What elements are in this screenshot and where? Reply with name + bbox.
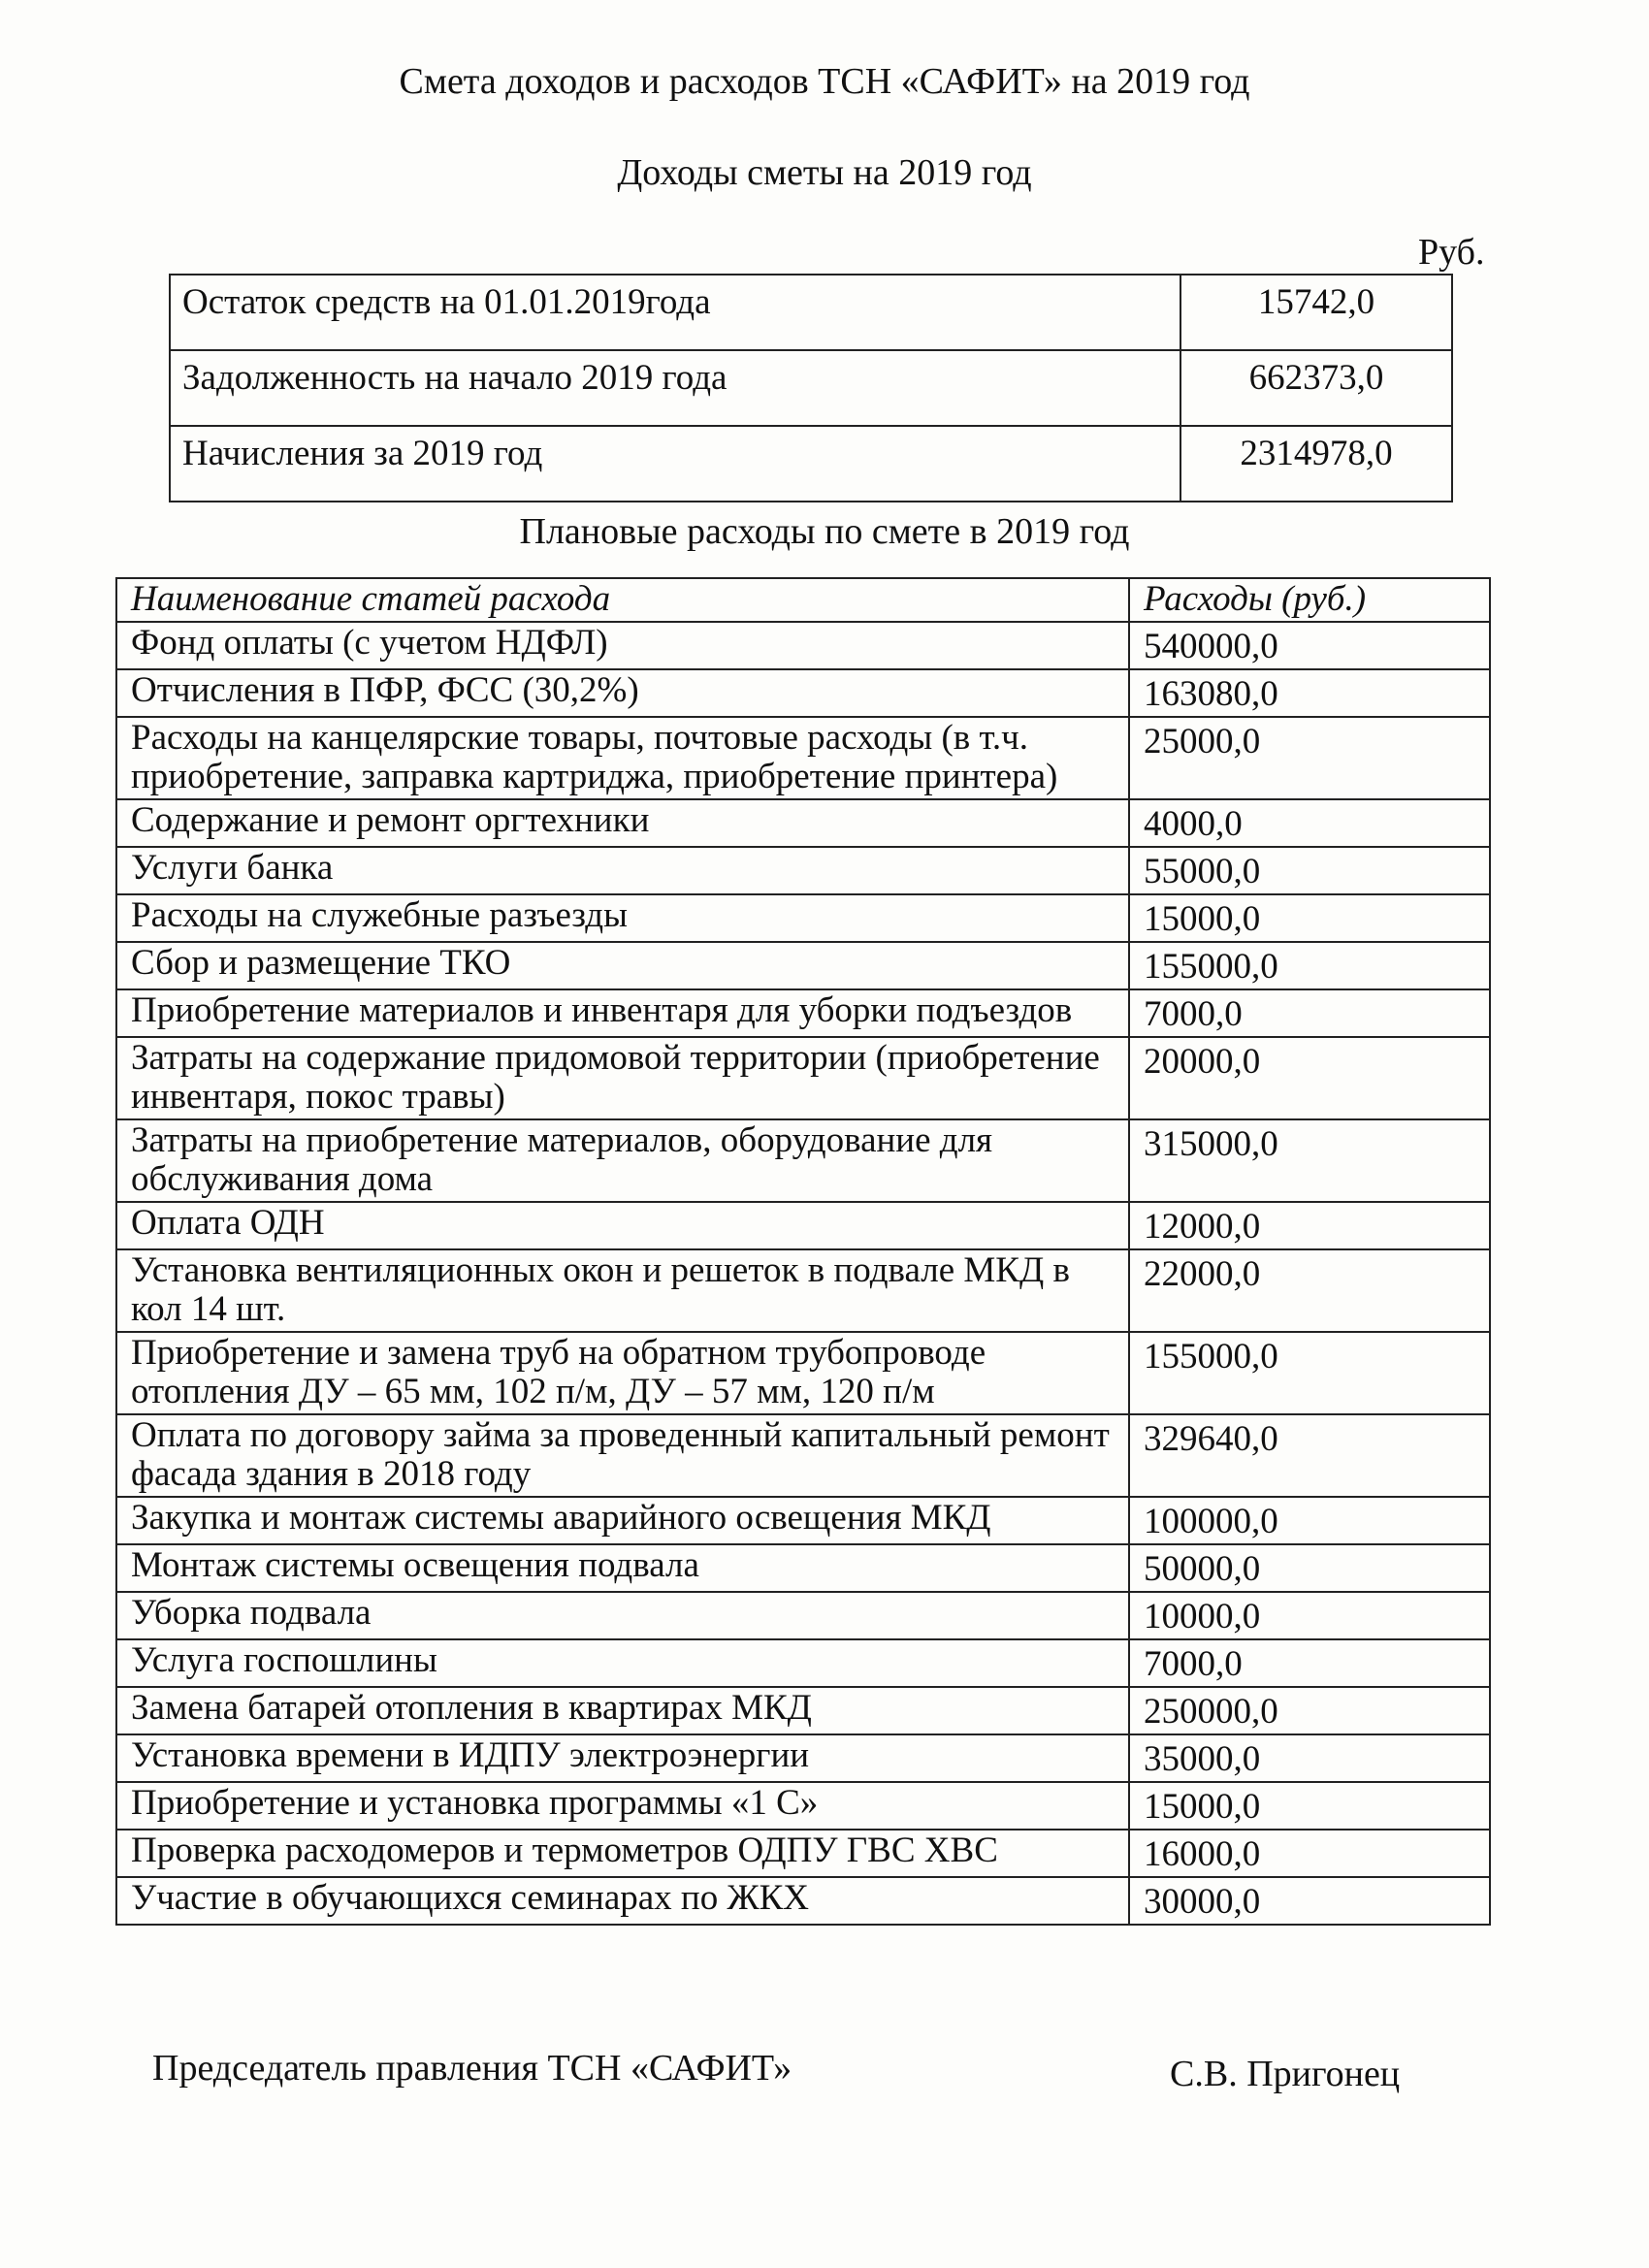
- expense-row: [116, 1249, 1490, 1332]
- expense-name: Монтаж системы освещения подвала: [116, 1544, 1129, 1592]
- income-label: Задолженность на начало 2019 года: [170, 350, 1180, 426]
- expense-name: Услуга госпошлины: [116, 1639, 1129, 1687]
- expense-name: Приобретение и установка программы «1 С»: [116, 1782, 1129, 1830]
- income-section-title: Доходы сметы на 2019 год: [617, 152, 1032, 193]
- expense-name: Установка времени в ИДПУ электроэнергии: [116, 1734, 1129, 1782]
- expense-row: [116, 1687, 1490, 1734]
- expense-row: [116, 1592, 1490, 1639]
- expense-amount: 12000,0: [1129, 1202, 1490, 1249]
- expense-amount: 10000,0: [1129, 1592, 1490, 1639]
- expense-amount: 4000,0: [1129, 799, 1490, 847]
- expense-row: [116, 1332, 1490, 1414]
- expense-name: Участие в обучающихся семинарах по ЖКХ: [116, 1877, 1129, 1925]
- expense-amount: 15000,0: [1129, 1782, 1490, 1830]
- expense-amount: 540000,0: [1129, 622, 1490, 669]
- expense-amount: 7000,0: [1129, 989, 1490, 1037]
- expense-amount: 55000,0: [1129, 847, 1490, 894]
- expense-name: Отчисления в ПФР, ФСС (30,2%): [116, 669, 1129, 717]
- expense-name-header: Наименование статей расхода: [116, 578, 1129, 622]
- expense-row: [116, 622, 1490, 669]
- expense-name: Уборка подвала: [116, 1592, 1129, 1639]
- expense-amount: 250000,0: [1129, 1687, 1490, 1734]
- expense-name: Фонд оплаты (с учетом НДФЛ): [116, 622, 1129, 669]
- expense-row: [116, 717, 1490, 799]
- expense-row: [116, 669, 1490, 717]
- income-value: 2314978,0: [1180, 426, 1452, 502]
- expense-row: [116, 1877, 1490, 1925]
- expense-name: Оплата ОДН: [116, 1202, 1129, 1249]
- expense-row: [116, 1734, 1490, 1782]
- expense-row: [116, 1414, 1490, 1497]
- expense-name: Затраты на содержание придомовой территории (приобретение инвентаря, покос травы): [116, 1037, 1129, 1119]
- document-title: Смета доходов и расходов ТСН «САФИТ» на 2019 год: [399, 61, 1250, 102]
- expense-name: Расходы на канцелярские товары, почтовые расходы (в т.ч. приобретение, заправка картриджа, приобретение принтера): [116, 717, 1129, 799]
- expense-name: Приобретение материалов и инвентаря для уборки подъездов: [116, 989, 1129, 1037]
- expense-name: Содержание и ремонт оргтехники: [116, 799, 1129, 847]
- expense-row: [116, 989, 1490, 1037]
- expense-amount-header: Расходы (руб.): [1129, 578, 1490, 622]
- income-row: [170, 275, 1452, 350]
- expense-row: [116, 1119, 1490, 1202]
- income-value: 15742,0: [1180, 275, 1452, 350]
- expense-row: [116, 1639, 1490, 1687]
- expense-amount: 155000,0: [1129, 1332, 1490, 1414]
- expense-amount: 100000,0: [1129, 1497, 1490, 1544]
- expense-name: Проверка расходомеров и термометров ОДПУ ГВС ХВС: [116, 1830, 1129, 1877]
- expense-row: [116, 894, 1490, 942]
- expense-name: Расходы на служебные разъезды: [116, 894, 1129, 942]
- expense-amount: 50000,0: [1129, 1544, 1490, 1592]
- expense-name: Закупка и монтаж системы аварийного освещения МКД: [116, 1497, 1129, 1544]
- income-row: [170, 350, 1452, 426]
- signatory-name: С.В. Пригонец: [1170, 2054, 1401, 2094]
- income-label: Начисления за 2019 год: [170, 426, 1180, 502]
- expense-name: Затраты на приобретение материалов, оборудование для обслуживания дома: [116, 1119, 1129, 1202]
- expense-amount: 155000,0: [1129, 942, 1490, 989]
- expense-amount: 22000,0: [1129, 1249, 1490, 1332]
- expense-amount: 20000,0: [1129, 1037, 1490, 1119]
- expense-row: [116, 1782, 1490, 1830]
- expense-row: [116, 1497, 1490, 1544]
- income-value: 662373,0: [1180, 350, 1452, 426]
- expense-amount: 15000,0: [1129, 894, 1490, 942]
- expense-amount: 16000,0: [1129, 1830, 1490, 1877]
- income-table: [169, 274, 1453, 502]
- expense-row: [116, 847, 1490, 894]
- signatory-position: Председатель правления ТСН «САФИТ»: [152, 2048, 792, 2089]
- expense-row: [116, 799, 1490, 847]
- expense-amount: 163080,0: [1129, 669, 1490, 717]
- expense-name: Сбор и размещение ТКО: [116, 942, 1129, 989]
- expense-name: Оплата по договору займа за проведенный капитальный ремонт фасада здания в 2018 году: [116, 1414, 1129, 1497]
- expense-amount: 329640,0: [1129, 1414, 1490, 1497]
- expense-row: [116, 1202, 1490, 1249]
- expenses-table: [115, 577, 1491, 1926]
- expense-row: [116, 1830, 1490, 1877]
- income-label: Остаток средств на 01.01.2019года: [170, 275, 1180, 350]
- income-row: [170, 426, 1452, 502]
- expense-amount: 7000,0: [1129, 1639, 1490, 1687]
- expense-name: Приобретение и замена труб на обратном трубопроводе отопления ДУ – 65 мм, 102 п/м, ДУ – 57 мм, 120 п/м: [116, 1332, 1129, 1414]
- expenses-header-row: [116, 578, 1490, 622]
- expense-amount: 35000,0: [1129, 1734, 1490, 1782]
- expense-row: [116, 942, 1490, 989]
- expense-row: [116, 1037, 1490, 1119]
- expense-name: Замена батарей отопления в квартирах МКД: [116, 1687, 1129, 1734]
- expense-amount: 315000,0: [1129, 1119, 1490, 1202]
- expense-name: Услуги банка: [116, 847, 1129, 894]
- expense-amount: 25000,0: [1129, 717, 1490, 799]
- expense-name: Установка вентиляционных окон и решеток в подвале МКД в кол 14 шт.: [116, 1249, 1129, 1332]
- currency-label: Руб.: [1418, 232, 1485, 273]
- expense-row: [116, 1544, 1490, 1592]
- expenses-section-title: Плановые расходы по смете в 2019 год: [519, 511, 1130, 552]
- expense-amount: 30000,0: [1129, 1877, 1490, 1925]
